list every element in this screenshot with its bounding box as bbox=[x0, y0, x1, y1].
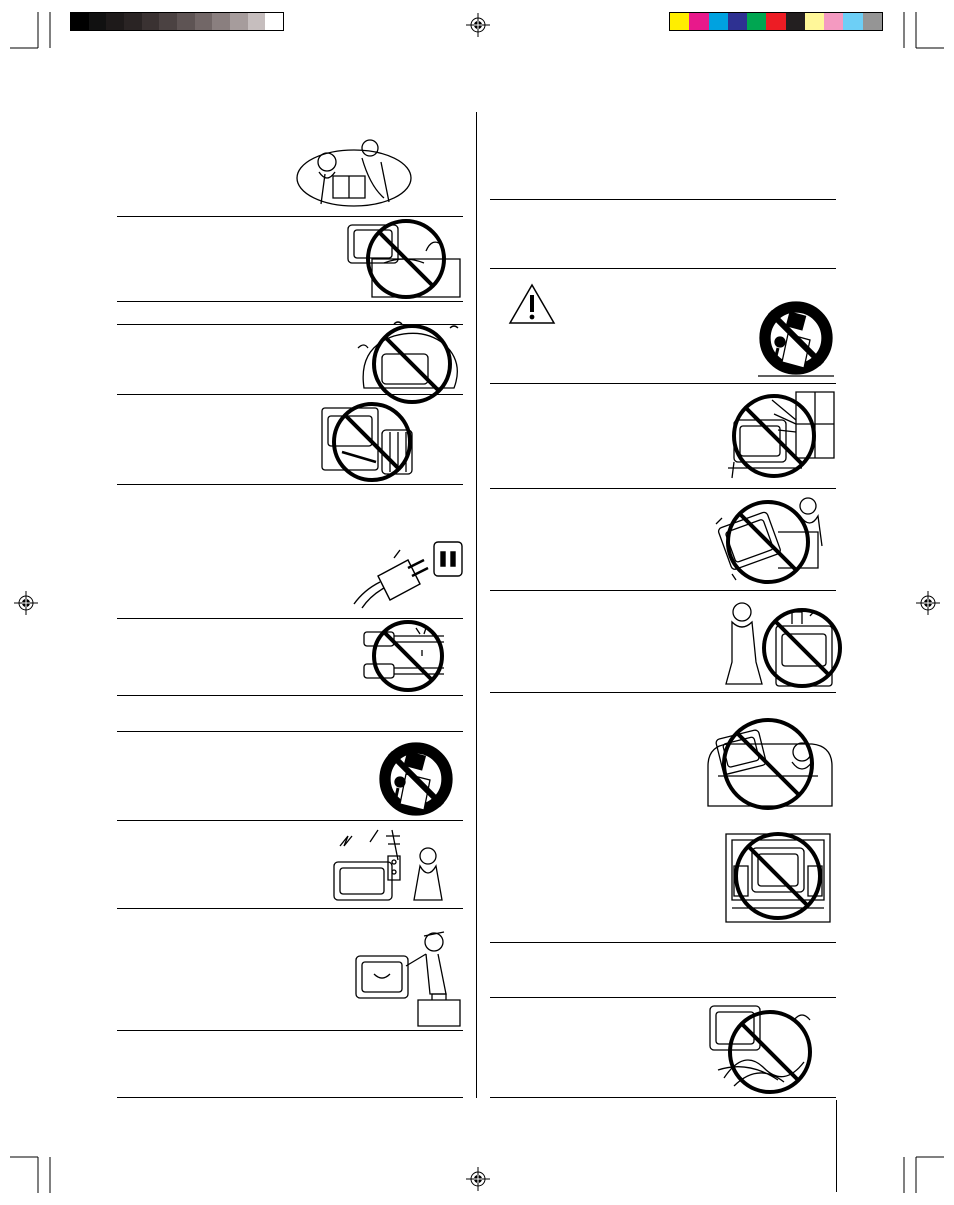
left-rule-6 bbox=[117, 618, 463, 619]
left-rule-11 bbox=[117, 1030, 463, 1031]
tv-covered-illustration bbox=[354, 318, 464, 404]
registration-target-left bbox=[14, 591, 38, 615]
left-rule-1 bbox=[117, 216, 463, 217]
left-rule-7 bbox=[117, 695, 463, 696]
page-edge-rule bbox=[836, 1100, 837, 1192]
right-rule-2 bbox=[490, 268, 836, 269]
right-rule-4 bbox=[490, 488, 836, 489]
tv-in-sunlight-illustration bbox=[722, 390, 836, 482]
left-rule-5 bbox=[117, 484, 463, 485]
cart-tip-over-illustration bbox=[376, 740, 456, 818]
left-rule-8 bbox=[117, 731, 463, 732]
registration-target-right bbox=[916, 591, 940, 615]
right-rule-8 bbox=[490, 997, 836, 998]
tangled-cables-illustration bbox=[704, 1000, 816, 1096]
right-rule-6 bbox=[490, 692, 836, 693]
objects-on-tv-illustration bbox=[722, 596, 838, 688]
left-rule-9 bbox=[117, 820, 463, 821]
column-divider bbox=[476, 112, 477, 1098]
registration-target-top bbox=[466, 13, 490, 37]
damaged-power-cord-illustration bbox=[360, 622, 466, 692]
service-technician-illustration bbox=[352, 928, 464, 1028]
right-rule-1 bbox=[490, 199, 836, 200]
family-reading-manual-illustration bbox=[295, 132, 413, 212]
cart-tip-over-right-illustration bbox=[756, 298, 836, 378]
tv-on-sofa-illustration bbox=[702, 716, 834, 812]
tv-enclosed-cabinet-illustration bbox=[722, 826, 834, 924]
right-rule-9 bbox=[490, 1097, 836, 1098]
left-rule-12 bbox=[117, 1097, 463, 1098]
right-rule-3 bbox=[490, 383, 836, 384]
registration-target-bottom bbox=[466, 1167, 490, 1191]
right-rule-5 bbox=[490, 590, 836, 591]
polarized-plug-illustration bbox=[350, 538, 466, 610]
left-rule-10 bbox=[117, 908, 463, 909]
left-rule-2 bbox=[117, 301, 463, 302]
warning-triangle-icon bbox=[508, 283, 556, 325]
tv-tipping-off-stand-illustration bbox=[712, 492, 832, 586]
tv-near-heater-illustration bbox=[320, 398, 420, 482]
antenna-lightning-illustration bbox=[330, 826, 462, 906]
tv-near-water-illustration bbox=[344, 221, 464, 299]
right-rule-7 bbox=[490, 942, 836, 943]
